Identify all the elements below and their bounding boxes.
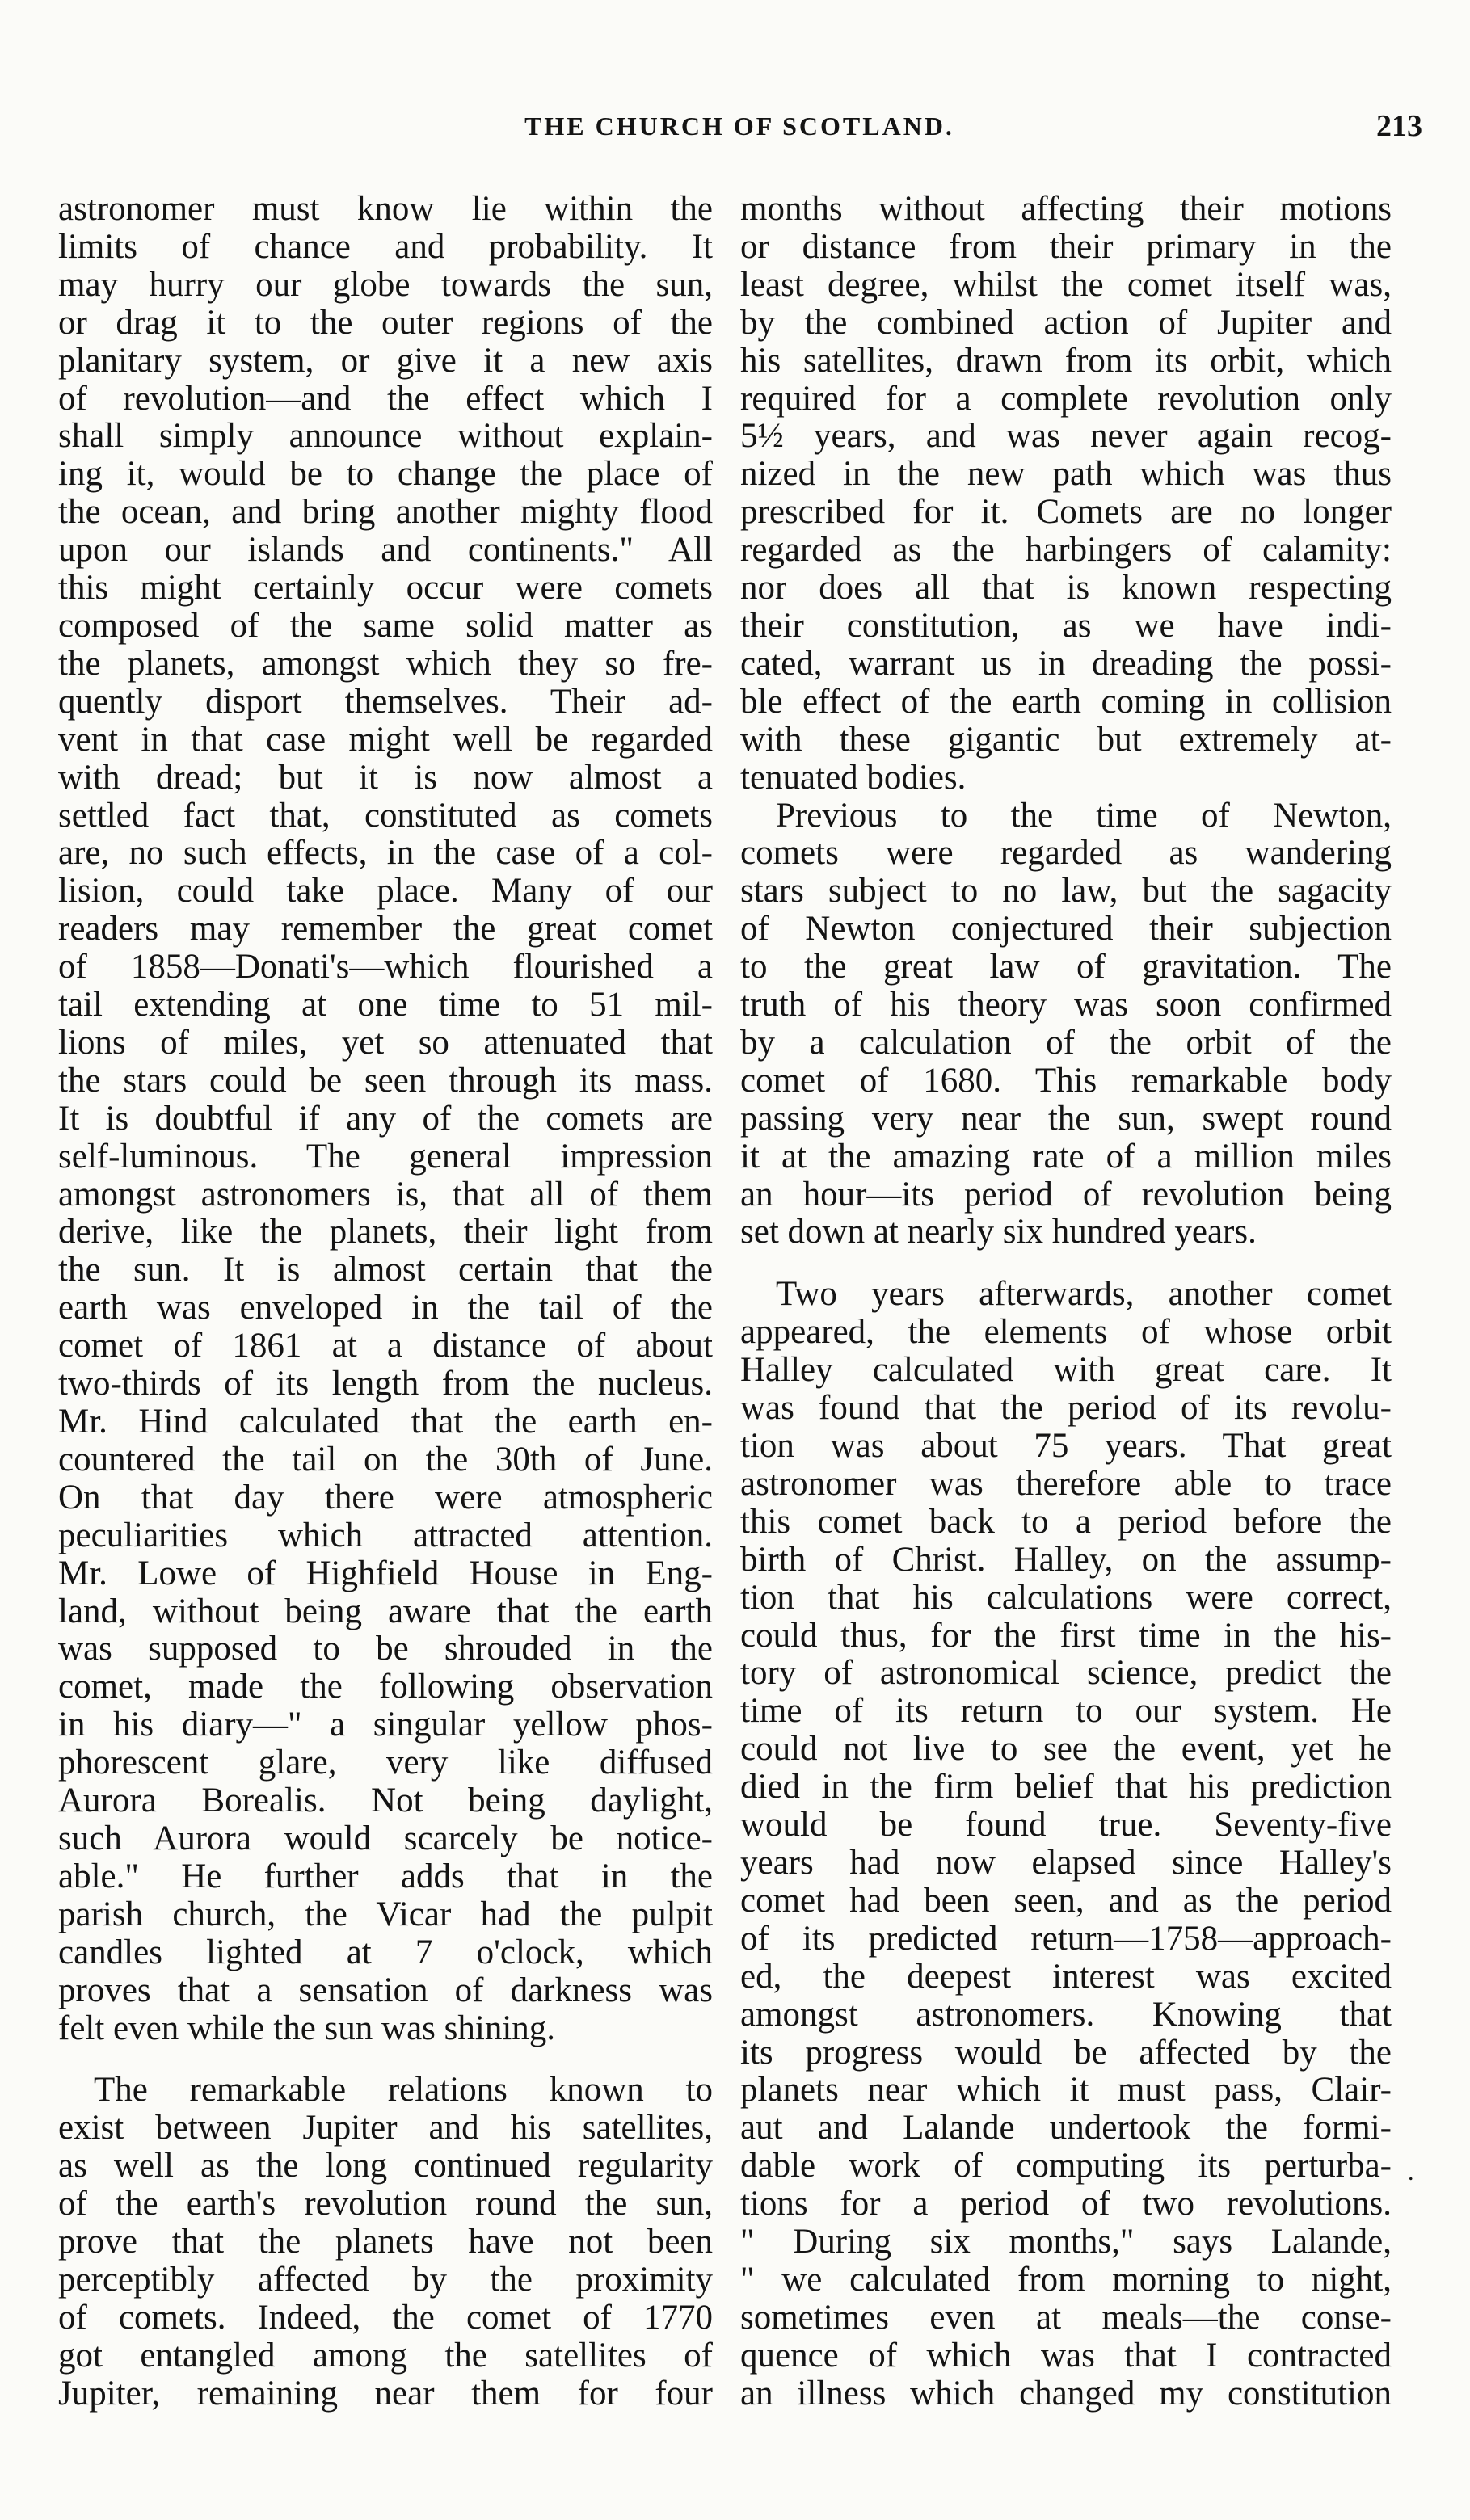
text-line: tions for a period of two revolutions.	[740, 2185, 1392, 2223]
text-line: parish church, the Vicar had the pulpit	[58, 1895, 713, 1933]
text-line: by a calculation of the orbit of the	[740, 1023, 1392, 1062]
paragraph	[740, 797, 1392, 1252]
text-line: stars subject to no law, but the sagacity	[740, 872, 1392, 911]
text-line: amongst astronomers is, that all of them	[58, 1175, 713, 1214]
paragraph	[58, 191, 713, 2047]
text-line: it at the amazing rate of a million miles	[740, 1137, 1392, 1176]
text-line: could thus, for the first time in the his-	[740, 1616, 1392, 1655]
text-line: tory of astronomical science, predict the	[740, 1654, 1392, 1693]
text-line: regarded as the harbingers of calamity:	[740, 531, 1392, 570]
text-line: able." He further adds that in the	[58, 1857, 713, 1895]
text-line: their constitution, as we have indi-	[740, 606, 1392, 645]
text-line: in his diary—" a singular yellow phos-	[58, 1706, 713, 1744]
text-line: ing it, would be to change the place of	[58, 455, 713, 494]
paragraph	[58, 2072, 713, 2413]
text-line: by the combined action of Jupiter and	[740, 303, 1392, 342]
paragraph-gap	[740, 1252, 1392, 1276]
text-line: of Newton conjectured their subjection	[740, 910, 1392, 949]
text-line: least degree, whilst the comet itself was,	[740, 265, 1392, 304]
text-line: with these gigantic but extremely at-	[740, 720, 1392, 759]
text-line: with dread; but it is now almost a	[58, 758, 713, 797]
text-line: Jupiter, remaining near them for four	[58, 2374, 713, 2413]
text-line: Halley calculated with great care. It	[740, 1351, 1392, 1390]
text-line: an hour—its period of revolution being	[740, 1175, 1392, 1214]
text-line: comets were regarded as wandering	[740, 834, 1392, 873]
text-line: comet of 1680. This remarkable body	[740, 1061, 1392, 1100]
text-line: nor does all that is known respecting	[740, 569, 1392, 608]
text-line: Previous to the time of Newton,	[776, 796, 1392, 835]
text-line: Mr. Lowe of Highfield House in Eng-	[58, 1554, 713, 1592]
text-line: aut and Lalande undertook the formi-	[740, 2109, 1392, 2148]
text-line: land, without being aware that the earth	[58, 1592, 713, 1630]
text-line: sometimes even at meals—the conse-	[740, 2298, 1392, 2337]
text-line: ble effect of the earth coming in collision	[740, 682, 1392, 721]
text-line: amongst astronomers. Knowing that	[740, 1995, 1392, 2034]
text-line: nized in the new path which was thus	[740, 455, 1392, 494]
text-line: this comet back to a period before the	[740, 1502, 1392, 1541]
page-header	[57, 111, 1422, 152]
text-line: dable work of computing its perturba-	[740, 2147, 1392, 2186]
text-line: an illness which changed my constitution	[740, 2374, 1392, 2413]
text-line: proves that a sensation of darkness was	[58, 1971, 713, 2009]
text-line: comet had been seen, and as the period	[740, 1881, 1392, 1920]
right-column	[740, 191, 1392, 2413]
text-line: prove that the planets have not been	[58, 2223, 713, 2261]
margin-mark: .	[1408, 2159, 1414, 2186]
text-line: Aurora Borealis. Not being daylight,	[58, 1782, 713, 1820]
text-line: felt even while the sun was shining.	[58, 2009, 556, 2047]
text-line: Mr. Hind calculated that the earth en-	[58, 1403, 713, 1441]
text-line: peculiarities which attracted attention.	[58, 1516, 713, 1554]
text-line: truth of his theory was soon confirmed	[740, 986, 1392, 1024]
paragraph	[740, 1276, 1392, 2413]
text-line: his satellites, drawn from its orbit, which	[740, 341, 1392, 380]
text-line: the stars could be seen through its mass.	[58, 1061, 713, 1100]
text-line: exist between Jupiter and his satellites,	[58, 2109, 713, 2148]
text-line: was found that the period of its revolu-	[740, 1389, 1392, 1428]
text-line: two-thirds of its length from the nucleus.	[58, 1365, 713, 1403]
text-line: required for a complete revolution only	[740, 379, 1392, 418]
text-line: planets near which it must pass, Clair-	[740, 2071, 1392, 2110]
text-line: comet of 1861 at a distance of about	[58, 1327, 713, 1365]
text-line: appeared, the elements of whose orbit	[740, 1313, 1392, 1352]
text-line: The remarkable relations known to	[94, 2071, 713, 2110]
text-line: settled fact that, constituted as comets	[58, 796, 713, 835]
text-line: It is doubtful if any of the comets are	[58, 1099, 713, 1138]
text-line: lions of miles, yet so attenuated that	[58, 1023, 713, 1062]
text-line: tenuated bodies.	[740, 758, 967, 797]
text-line: tail extending at one time to 51 mil-	[58, 986, 713, 1024]
text-line: tion was about 75 years. That great	[740, 1427, 1392, 1465]
text-line: " we calculated from morning to night,	[740, 2260, 1392, 2299]
text-line: limits of chance and probability. It	[58, 227, 713, 266]
text-line: are, no such effects, in the case of a col-	[58, 834, 713, 873]
text-line: the ocean, and bring another mighty flood	[58, 493, 713, 532]
text-line: countered the tail on the 30th of June.	[58, 1440, 713, 1479]
text-line: quently disport themselves. Their ad-	[58, 682, 713, 721]
left-column	[58, 191, 713, 2413]
text-line: set down at nearly six hundred years.	[740, 1213, 1257, 1252]
text-line: cated, warrant us in dreading the possi-	[740, 644, 1392, 683]
text-line: may hurry our globe towards the sun,	[58, 265, 713, 304]
text-line: to the great law of gravitation. The	[740, 948, 1392, 987]
text-line: readers may remember the great comet	[58, 910, 713, 949]
text-line: Two years afterwards, another comet	[776, 1275, 1392, 1314]
text-line: birth of Christ. Halley, on the assump-	[740, 1540, 1392, 1579]
text-line: derive, like the planets, their light from	[58, 1213, 713, 1252]
text-line: perceptibly affected by the proximity	[58, 2260, 713, 2299]
text-line: " During six months," says Lalande,	[740, 2223, 1392, 2261]
text-line: its progress would be affected by the	[740, 2033, 1392, 2072]
text-line: died in the firm belief that his prediction	[740, 1768, 1392, 1807]
text-line: upon our islands and continents." All	[58, 531, 713, 570]
page-number: 213	[1376, 109, 1422, 143]
text-line: time of its return to our system. He	[740, 1692, 1392, 1731]
text-line: such Aurora would scarcely be notice-	[58, 1819, 713, 1857]
text-line: or drag it to the outer regions of the	[58, 303, 713, 342]
text-line: of 1858—Donati's—which flourished a	[58, 948, 713, 987]
text-line: vent in that case might well be regarded	[58, 720, 713, 759]
text-line: years had now elapsed since Halley's	[740, 1843, 1392, 1882]
text-line: tion that his calculations were correct,	[740, 1578, 1392, 1617]
text-line: of revolution—and the effect which I	[58, 379, 713, 418]
text-line: earth was enveloped in the tail of the	[58, 1289, 713, 1327]
text-line: was supposed to be shrouded in the	[58, 1630, 713, 1668]
text-line: shall simply announce without explain-	[58, 417, 713, 456]
text-line: of the earth's revolution round the sun,	[58, 2185, 713, 2223]
text-line: candles lighted at 7 o'clock, which	[58, 1933, 713, 1971]
text-line: of comets. Indeed, the comet of 1770	[58, 2298, 713, 2337]
text-line: passing very near the sun, swept round	[740, 1099, 1392, 1138]
text-line: months without affecting their motions	[740, 190, 1392, 228]
text-line: or distance from their primary in the	[740, 227, 1392, 266]
text-line: lision, could take place. Many of our	[58, 872, 713, 911]
text-line: ed, the deepest interest was excited	[740, 1957, 1392, 1996]
text-line: prescribed for it. Comets are no longer	[740, 493, 1392, 532]
text-line: composed of the same solid matter as	[58, 606, 713, 645]
text-line: astronomer was therefore able to trace	[740, 1464, 1392, 1503]
text-line: On that day there were atmospheric	[58, 1478, 713, 1517]
running-title: THE CHURCH OF SCOTLAND.	[524, 111, 954, 141]
text-line: the planets, amongst which they so fre-	[58, 644, 713, 683]
text-line: got entangled among the satellites of	[58, 2336, 713, 2375]
text-line: of its predicted return—1758—approach-	[740, 1919, 1392, 1958]
text-line: the sun. It is almost certain that the	[58, 1251, 713, 1289]
text-line: quence of which was that I contracted	[740, 2336, 1392, 2375]
text-line: could not live to see the event, yet he	[740, 1730, 1392, 1769]
text-line: planitary system, or give it a new axis	[58, 341, 713, 380]
paragraph	[740, 191, 1392, 797]
text-line: as well as the long continued regularity	[58, 2147, 713, 2186]
text-line: would be found true. Seventy-five	[740, 1806, 1392, 1845]
text-line: comet, made the following observation	[58, 1668, 713, 1706]
text-line: self-luminous. The general impression	[58, 1137, 713, 1176]
text-line: astronomer must know lie within the	[58, 190, 713, 228]
text-line: phorescent glare, very like diffused	[58, 1744, 713, 1782]
paragraph-gap	[58, 2047, 713, 2072]
text-line: 5½ years, and was never again recog-	[740, 417, 1392, 456]
text-line: this might certainly occur were comets	[58, 569, 713, 608]
